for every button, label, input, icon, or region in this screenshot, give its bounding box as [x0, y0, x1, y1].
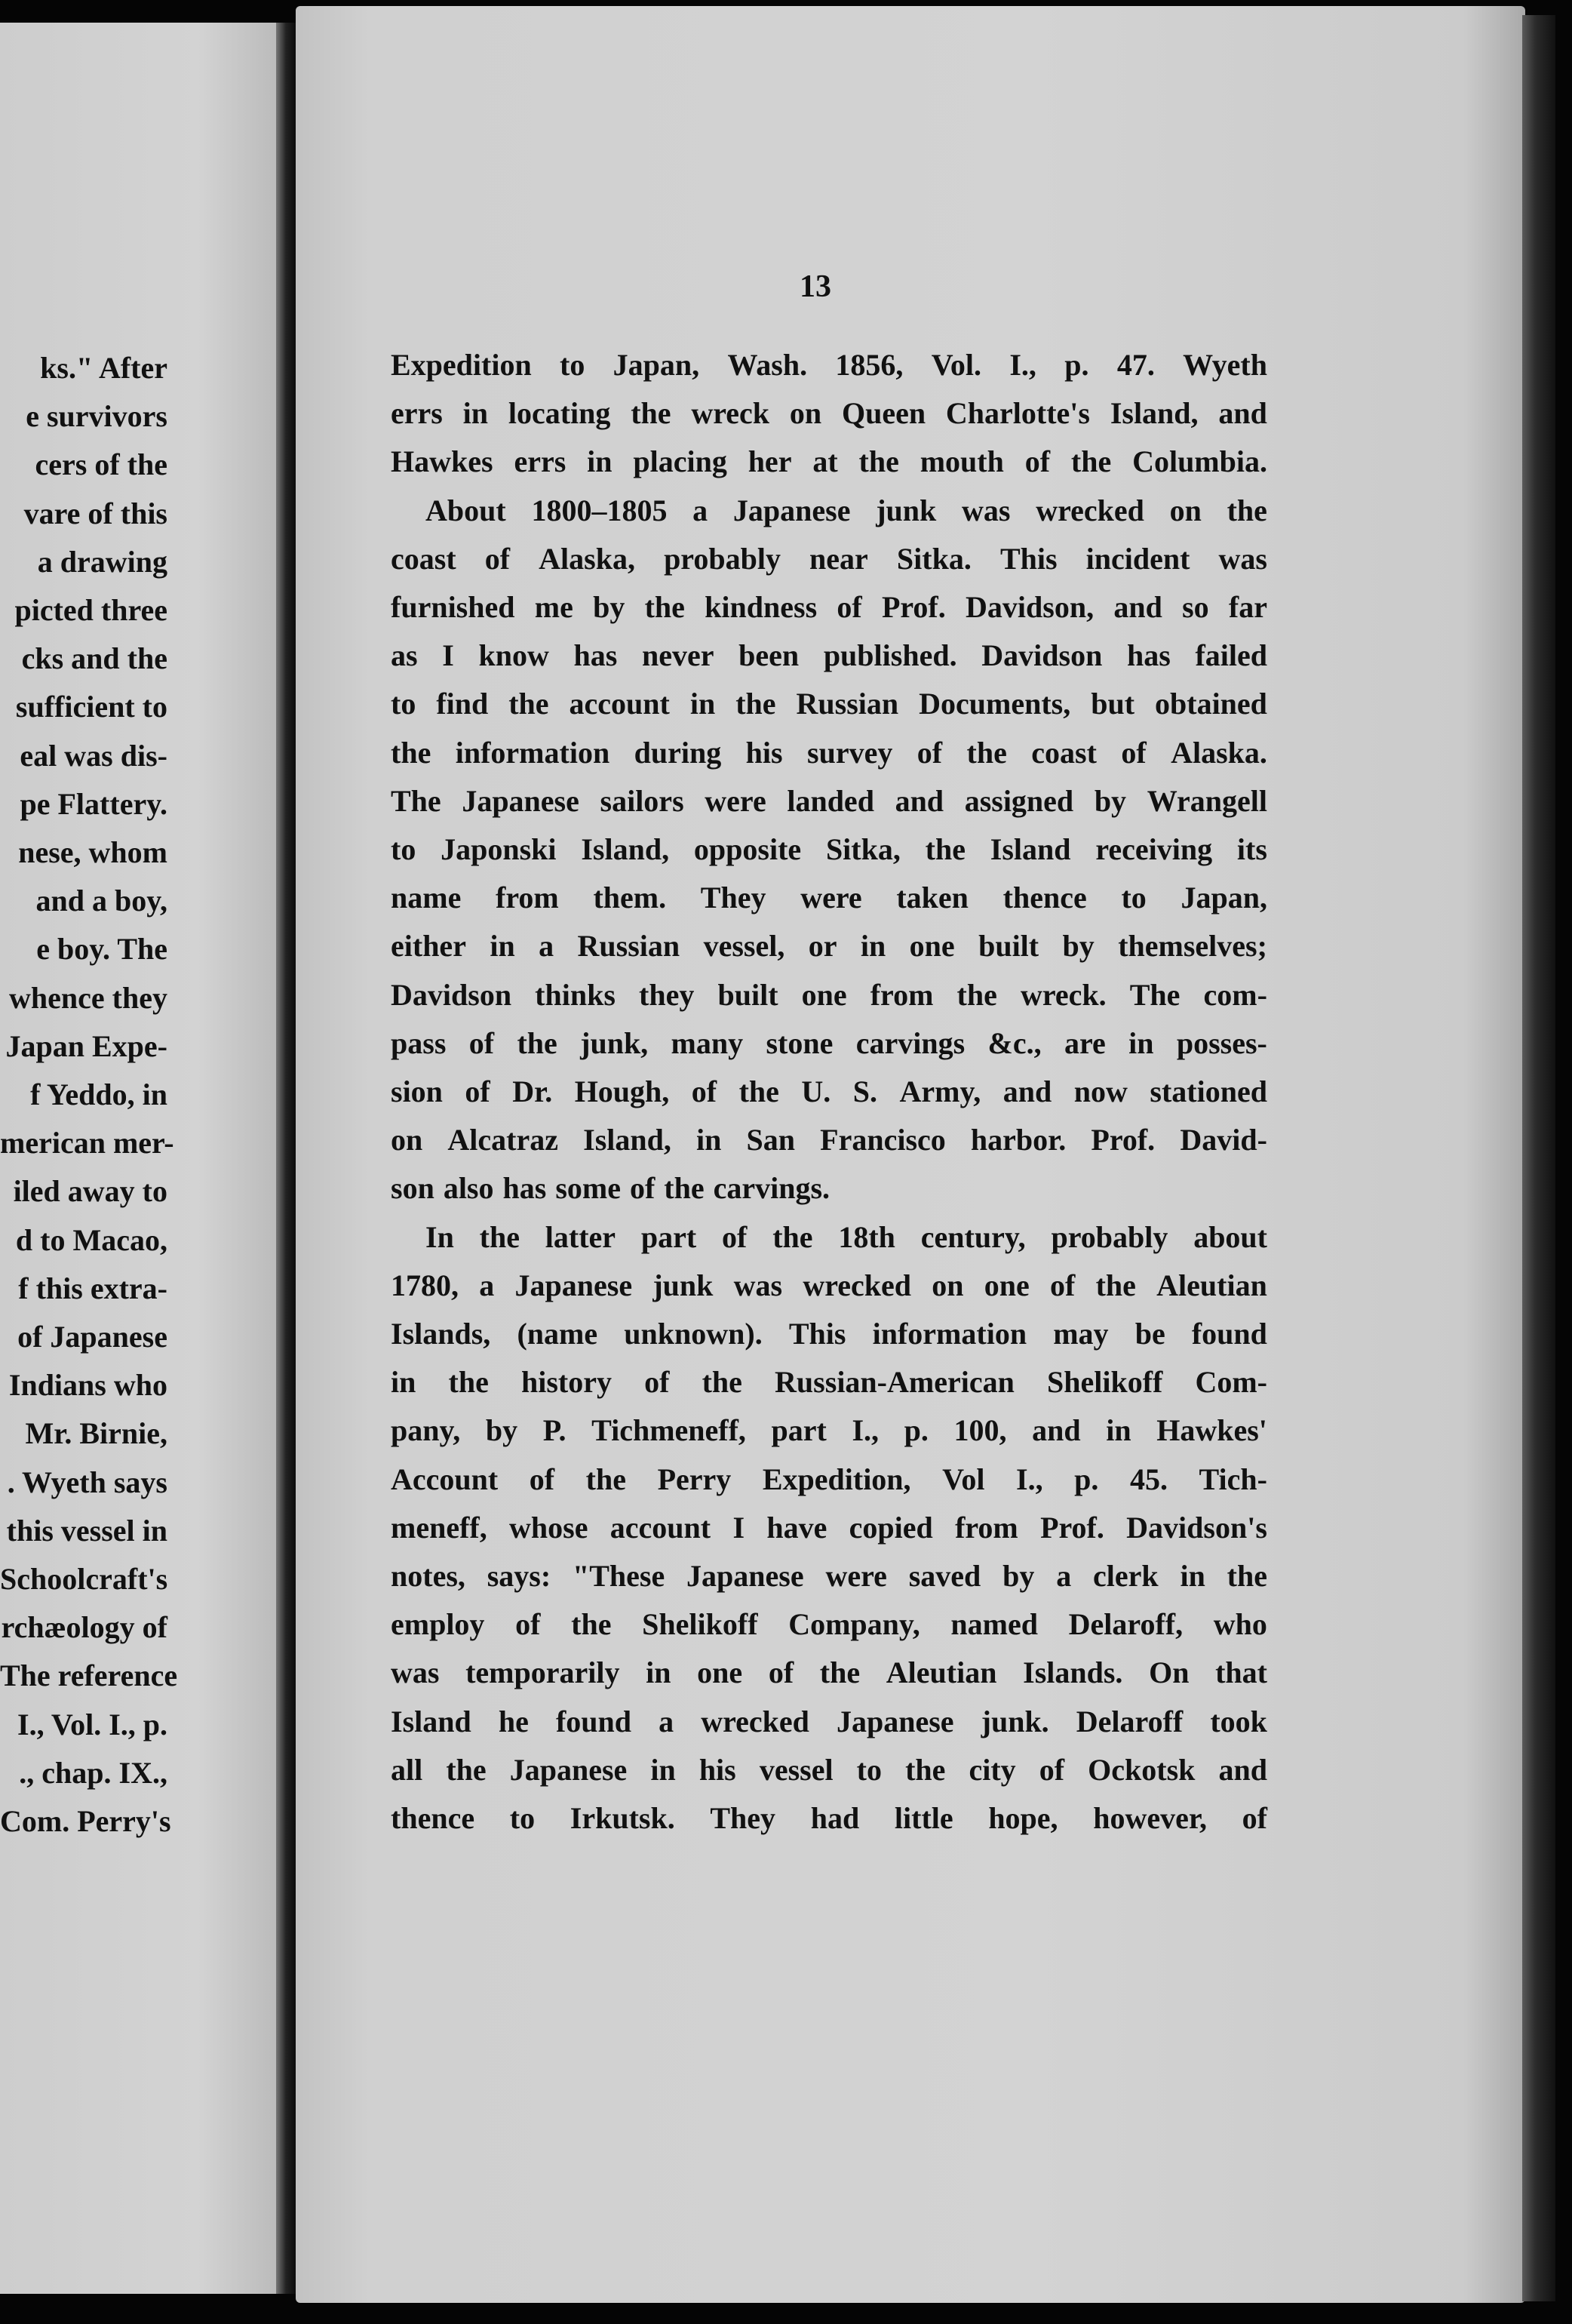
left-page-line: rchæology of — [1, 1610, 167, 1644]
left-page-line: ., chap. IX., — [19, 1756, 167, 1790]
body-line: on Alcatraz Island, in San Francisco harbor. Prof. David- — [391, 1123, 1267, 1157]
left-page-line: of Japanese — [17, 1320, 167, 1354]
left-page-line: I., Vol. I., p. — [17, 1708, 167, 1741]
body-line: Island he found a wrecked Japanese junk. Delaroff took — [391, 1705, 1267, 1738]
body-line: pany, by P. Tichmeneff, part I., p. 100, and in Hawkes' — [391, 1413, 1267, 1447]
body-line: employ of the Shelikoff Company, named Delaroff, who — [391, 1607, 1267, 1641]
left-page-line: cks and the — [21, 641, 167, 675]
body-line: 1780, a Japanese junk was wrecked on one of the Aleutian — [391, 1268, 1267, 1302]
left-page-line: sufficient to — [15, 690, 167, 724]
body-line: In the latter part of the 18th century, probably about — [425, 1220, 1267, 1254]
body-line: as I know has never been published. Davidson has failed — [391, 638, 1267, 672]
body-line: thence to Irkutsk. They had little hope, however, of — [391, 1801, 1267, 1835]
body-line: coast of Alaska, probably near Sitka. This incident was — [391, 542, 1267, 576]
left-page-line: Mr. Birnie, — [25, 1416, 167, 1450]
body-line: About 1800–1805 a Japanese junk was wrecked on the — [425, 493, 1267, 527]
left-page-line: . Wyeth says — [7, 1465, 167, 1499]
left-page-line: and a boy, — [35, 884, 167, 918]
body-line: pass of the junk, many stone carvings &c., are in posses- — [391, 1026, 1267, 1060]
body-line: either in a Russian vessel, or in one built by themselves; — [391, 929, 1267, 963]
left-page-line: Schoolcraft's — [0, 1562, 168, 1596]
left-page-line: whence they — [9, 981, 167, 1015]
left-page-line: a drawing — [37, 545, 167, 579]
body-line: sion of Dr. Hough, of the U. S. Army, and now stationed — [391, 1074, 1267, 1108]
left-page-line: e boy. The — [36, 932, 167, 966]
body-line: errs in locating the wreck on Queen Charlotte's Island, and — [391, 396, 1267, 430]
left-page-line: pe Flattery. — [20, 787, 167, 821]
left-page-line: e survivors — [26, 399, 167, 433]
body-line: to Japonski Island, opposite Sitka, the Island receiving its — [391, 832, 1267, 866]
body-line: all the Japanese in his vessel to the city of Ockotsk and — [391, 1753, 1267, 1787]
left-page-line: f Yeddo, in — [30, 1077, 167, 1111]
body-line: Islands, (name unknown). This information may be found — [391, 1317, 1267, 1351]
body-line: furnished me by the kindness of Prof. Davidson, and so far — [391, 590, 1267, 624]
book-edge — [1522, 15, 1555, 2301]
left-page-line: d to Macao, — [15, 1223, 167, 1257]
book-gutter — [276, 23, 296, 2294]
left-page-line: this vessel in — [6, 1514, 167, 1548]
body-line: to find the account in the Russian Documents, but obtained — [391, 687, 1267, 721]
left-page-line: picted three — [14, 593, 167, 627]
left-page-line: Com. Perry's — [0, 1804, 171, 1838]
body-line: Hawkes errs in placing her at the mouth of the Columbia. — [391, 444, 1267, 478]
left-page-line: vare of this — [23, 496, 167, 530]
body-line: The Japanese sailors were landed and assigned by Wrangell — [391, 784, 1267, 818]
body-line: meneff, whose account I have copied from Prof. Davidson's — [391, 1511, 1267, 1545]
left-page-line: f this extra- — [18, 1271, 167, 1305]
left-page-line: eal was dis- — [20, 739, 167, 773]
body-line: son also has some of the carvings. — [391, 1171, 831, 1205]
left-page-line: ks." After — [40, 351, 167, 385]
left-page-line: nese, whom — [18, 835, 167, 869]
body-line: Davidson thinks they built one from the wreck. The com- — [391, 978, 1267, 1012]
body-line: Expedition to Japan, Wash. 1856, Vol. I., p. 47. Wyeth — [391, 348, 1267, 382]
body-line: the information during his survey of the coast of Alaska. — [391, 736, 1267, 770]
body-line: Account of the Perry Expedition, Vol I., p. 45. Tich- — [391, 1462, 1267, 1496]
left-page-line: merican mer- — [0, 1126, 174, 1160]
page-number: 13 — [800, 269, 831, 304]
left-page-line: Indians who — [8, 1368, 167, 1402]
left-page-line: cers of the — [35, 447, 167, 481]
left-page-line: iled away to — [13, 1174, 167, 1208]
body-line: notes, says: "These Japanese were saved by a clerk in the — [391, 1559, 1267, 1593]
body-line: in the history of the Russian-American Shelikoff Com- — [391, 1365, 1267, 1399]
left-page-line: The reference — [0, 1658, 178, 1692]
body-line: was temporarily in one of the Aleutian Islands. On that — [391, 1655, 1267, 1689]
body-line: name from them. They were taken thence to Japan, — [391, 881, 1267, 915]
left-page-line: Japan Expe- — [5, 1029, 167, 1063]
